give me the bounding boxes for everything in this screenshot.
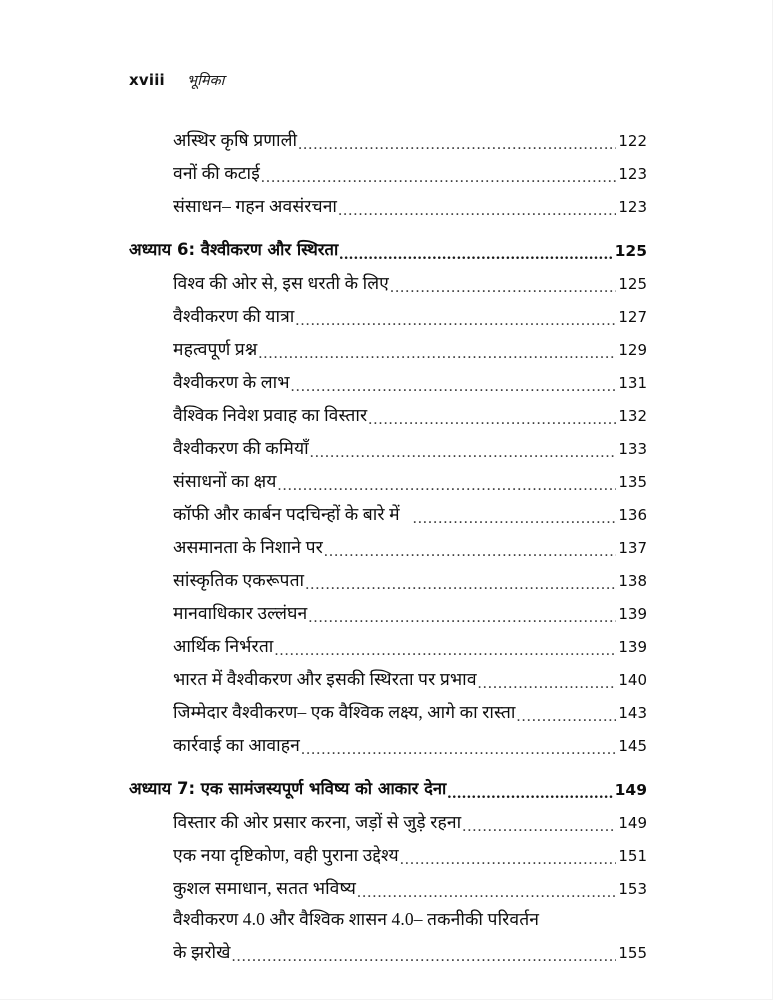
toc-page-number: 123 [618,198,647,216]
toc-page-number: 137 [618,539,647,557]
toc-entry-row[interactable] [129,659,647,692]
toc-entry-label: कार्रवाई का आवाहन [173,735,300,755]
page-folio-number: xviii [129,71,165,89]
toc-page-number: 129 [618,341,647,359]
toc-entry-label: असमानता के निशाने पर [173,537,323,557]
toc-entry-row[interactable] [129,932,647,965]
table-of-contents [129,120,647,965]
toc-dot-leader [357,879,616,901]
toc-entry-label: वैश्वीकरण की कमियाँ [173,438,309,458]
toc-entry-label: वनों की कटाई [173,163,260,183]
toc-entry-label: भारत में वैश्वीकरण और इसकी स्थिरता पर प्रभाव [173,669,477,689]
toc-dot-leader [301,736,616,758]
toc-page-number: 153 [618,880,647,898]
toc-page-number: 149 [618,814,647,832]
toc-entry-row[interactable] [129,626,647,659]
toc-entry-row[interactable] [129,593,647,626]
toc-entry-row[interactable] [129,802,647,835]
toc-page-number: 149 [614,781,647,799]
toc-page-number: 151 [618,847,647,865]
toc-page-number: 125 [614,242,647,260]
toc-entry-row[interactable] [129,835,647,868]
toc-entry-row[interactable] [129,692,647,725]
toc-page-number: 139 [618,638,647,656]
toc-entry-row[interactable] [129,263,647,296]
toc-page-number: 139 [618,605,647,623]
toc-page-number: 136 [618,506,647,524]
toc-entry-row[interactable] [129,868,647,901]
toc-entry-row[interactable] [129,901,647,932]
toc-page-number: 135 [618,473,647,491]
toc-dot-leader [278,472,616,494]
toc-dot-leader [447,780,613,802]
toc-dot-leader [295,307,616,329]
toc-entry-label: मानवाधिकार उल्लंघन [173,603,308,623]
toc-entry-label: एक नया दृष्टिकोण, वही पुराना उद्देश्य [173,845,399,865]
toc-page-number: 125 [618,275,647,293]
toc-entry-row[interactable] [129,725,647,758]
toc-entry-row[interactable] [129,428,647,461]
toc-dot-leader [308,604,616,626]
toc-entry-row[interactable] [129,527,647,560]
toc-page-number: 143 [618,704,647,722]
toc-entry-label: जिम्मेदार वैश्वीकरण– एक वैश्विक लक्ष्य, आगे का रास्ता [173,702,516,722]
toc-entry-row[interactable] [129,560,647,593]
toc-chapter-label: अध्याय 7: एक सामंजस्यपूर्ण भविष्य को आकार देना [129,779,447,798]
toc-entry-label: आर्थिक निर्भरता [173,636,274,656]
toc-entry-label: वैश्वीकरण की यात्रा [173,306,295,326]
toc-entry-label: अस्थिर कृषि प्रणाली [173,130,298,150]
toc-dot-leader [298,131,616,153]
toc-dot-leader [462,813,616,835]
toc-dot-leader [258,340,616,362]
toc-dot-leader [400,846,616,868]
toc-entry-label: विस्तार की ओर प्रसार करना, जड़ों से जुड़े रहना [173,812,462,832]
toc-entry-label: कुशल समाधान, सतत भविष्य [173,878,357,898]
toc-entry-label: के झरोखे [173,942,231,962]
toc-entry-row[interactable] [129,153,647,186]
toc-entry-row[interactable] [129,461,647,494]
toc-page-number: 132 [618,407,647,425]
toc-entry-row[interactable] [129,395,647,428]
toc-page-number: 127 [618,308,647,326]
toc-entry-label: सांस्कृतिक एकरूपता [173,570,305,590]
page-content [129,70,647,965]
running-head-title: भूमिका [186,73,225,89]
toc-dot-leader [232,943,616,965]
toc-page-number: 131 [618,374,647,392]
toc-entry-label: वैश्वीकरण 4.0 और वैश्विक शासन 4.0– तकनीकी परिवर्तन [173,909,540,929]
toc-dot-leader [291,373,616,395]
toc-entry-row[interactable] [129,186,647,219]
toc-page-number: 145 [618,737,647,755]
toc-dot-leader [305,571,616,593]
toc-dot-leader [413,505,616,527]
toc-dot-leader [261,164,616,186]
toc-dot-leader [478,670,616,692]
toc-dot-leader [324,538,616,560]
toc-dot-leader [310,439,616,461]
toc-entry-label: संसाधन– गहन अवसंरचना [173,196,338,216]
toc-entry-label: वैश्विक निवेश प्रवाह का विस्तार [173,405,368,425]
toc-entry-label: संसाधनों का क्षय [173,471,277,491]
toc-page-number: 140 [618,671,647,689]
toc-entry-label: महत्वपूर्ण प्रश्न [173,339,258,359]
toc-entry-row[interactable] [129,494,647,527]
toc-page-number: 155 [618,944,647,962]
toc-entry-row[interactable] [129,329,647,362]
toc-chapter-row[interactable] [129,758,647,802]
toc-entry-label: कॉफी और कार्बन पदचिन्हों के बारे में [173,504,400,524]
toc-page-number: 123 [618,165,647,183]
toc-entry-row[interactable] [129,120,647,153]
running-head [129,70,647,94]
toc-dot-leader [390,274,616,296]
toc-entry-label: विश्व की ओर से, इस धरती के लिए [173,273,389,293]
toc-dot-leader [338,197,616,219]
toc-dot-leader [339,241,613,263]
toc-entry-label: वैश्वीकरण के लाभ [173,372,290,392]
toc-entry-row[interactable] [129,362,647,395]
toc-page-number: 133 [618,440,647,458]
toc-dot-leader [274,637,616,659]
toc-chapter-row[interactable] [129,219,647,263]
toc-chapter-label: अध्याय 6: वैश्वीकरण और स्थिरता [129,240,339,259]
toc-entry-row[interactable] [129,296,647,329]
toc-dot-leader [368,406,616,428]
toc-page-number: 138 [618,572,647,590]
toc-dot-leader [517,703,616,725]
toc-page-number: 122 [618,132,647,150]
